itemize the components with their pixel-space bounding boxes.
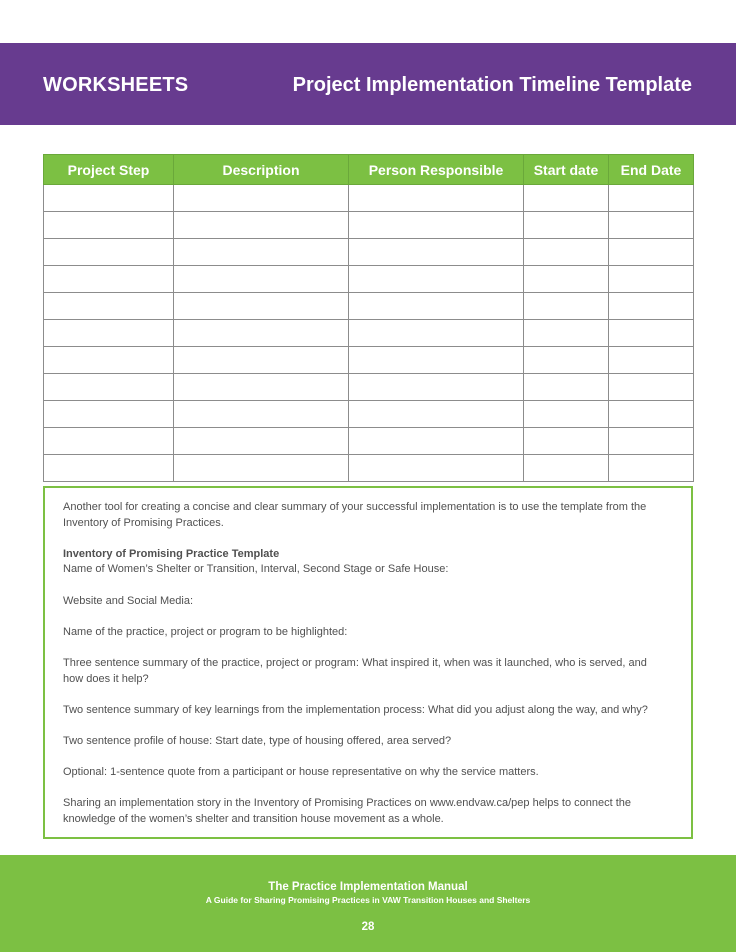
inventory-info-box xyxy=(43,486,693,839)
table-cell xyxy=(609,185,694,212)
table-body xyxy=(44,185,694,482)
table-cell xyxy=(524,212,609,239)
template-heading: Inventory of Promising Practice Template xyxy=(63,547,280,560)
footer-subtitle: A Guide for Sharing Promising Practices in VAW Transition Houses and Shelters xyxy=(205,895,531,905)
table-row xyxy=(44,347,694,374)
table-cell xyxy=(349,455,524,482)
table-cell xyxy=(174,212,349,239)
table-cell xyxy=(44,374,174,401)
table-cell xyxy=(349,212,524,239)
column-header-person-responsible: Person Responsible xyxy=(349,155,524,185)
table-cell xyxy=(44,455,174,482)
table-cell xyxy=(44,212,174,239)
table-cell xyxy=(609,320,694,347)
table-cell xyxy=(609,239,694,266)
table-cell xyxy=(349,347,524,374)
page-number: 28 xyxy=(361,921,375,933)
table-cell xyxy=(349,374,524,401)
section-label: WORKSHEETS xyxy=(43,74,189,96)
table-cell xyxy=(44,401,174,428)
table-row xyxy=(44,293,694,320)
table-cell xyxy=(174,347,349,374)
table-cell xyxy=(609,374,694,401)
table-cell xyxy=(349,428,524,455)
table-cell xyxy=(44,239,174,266)
column-header-end-date: End Date xyxy=(609,155,694,185)
field-practice-name: Name of the practice, project or program to be highlighted: xyxy=(63,625,348,638)
table-cell xyxy=(44,293,174,320)
field-shelter-name: Name of Women’s Shelter or Transition, Interval, Second Stage or Safe House: xyxy=(63,563,449,576)
table-cell xyxy=(174,320,349,347)
table-cell xyxy=(609,293,694,320)
table-cell xyxy=(174,293,349,320)
table-cell xyxy=(609,266,694,293)
page-header xyxy=(0,43,736,125)
table-cell xyxy=(524,239,609,266)
table-cell xyxy=(524,401,609,428)
table-cell xyxy=(44,185,174,212)
field-summary: Three sentence summary of the practice, project or program: What inspired it, when was it launched, who is served, and how does it help? xyxy=(63,656,647,685)
timeline-table xyxy=(43,154,694,482)
table-row xyxy=(44,185,694,212)
table-cell xyxy=(524,374,609,401)
table-row xyxy=(44,212,694,239)
intro-text: Another tool for creating a concise and clear summary of your successful implementation is to use the template from the Inventory of Promising Practices. xyxy=(63,501,647,529)
column-header-start-date: Start date xyxy=(524,155,609,185)
table-row xyxy=(44,320,694,347)
table-cell xyxy=(609,401,694,428)
table-cell xyxy=(174,239,349,266)
table-cell xyxy=(349,401,524,428)
field-key-learnings: Two sentence summary of key learnings from the implementation process: What did you adjust along the way, and why? xyxy=(63,703,648,716)
table-cell xyxy=(524,185,609,212)
table-header-row xyxy=(44,155,694,185)
table-cell xyxy=(524,266,609,293)
table-cell xyxy=(524,347,609,374)
table-cell xyxy=(524,320,609,347)
table-row xyxy=(44,401,694,428)
column-header-description: Description xyxy=(174,155,349,185)
table-cell xyxy=(609,212,694,239)
table-cell xyxy=(44,347,174,374)
table-cell xyxy=(174,374,349,401)
table-cell xyxy=(609,428,694,455)
table-cell xyxy=(349,266,524,293)
table-cell xyxy=(524,293,609,320)
field-website: Website and Social Media: xyxy=(63,594,194,607)
table-row xyxy=(44,266,694,293)
table-cell xyxy=(174,266,349,293)
sharing-text: Sharing an implementation story in the Inventory of Promising Practices on www.endvaw.ca/pep helps to connect the knowledge of the women’s shelter and transition house movement as a whole. xyxy=(63,797,632,825)
table-cell xyxy=(174,185,349,212)
table-row xyxy=(44,428,694,455)
column-header-project-step: Project Step xyxy=(44,155,174,185)
field-quote: Optional: 1-sentence quote from a participant or house representative on why the service matters. xyxy=(63,766,539,779)
table-cell xyxy=(524,455,609,482)
table-cell xyxy=(524,428,609,455)
table-cell xyxy=(44,266,174,293)
table-cell xyxy=(349,239,524,266)
table-cell xyxy=(44,428,174,455)
field-house-profile: Two sentence profile of house: Start date, type of housing offered, area served? xyxy=(63,734,452,747)
table-row xyxy=(44,374,694,401)
table-row xyxy=(44,455,694,482)
table-cell xyxy=(44,320,174,347)
table-cell xyxy=(174,428,349,455)
table-cell xyxy=(174,401,349,428)
page-title: Project Implementation Timeline Template xyxy=(292,74,692,96)
footer-title: The Practice Implementation Manual xyxy=(268,881,468,893)
table-cell xyxy=(349,293,524,320)
table-cell xyxy=(609,455,694,482)
table-cell xyxy=(174,455,349,482)
table-cell xyxy=(349,185,524,212)
table-cell xyxy=(609,347,694,374)
table-cell xyxy=(349,320,524,347)
page-footer xyxy=(0,855,736,952)
table-row xyxy=(44,239,694,266)
